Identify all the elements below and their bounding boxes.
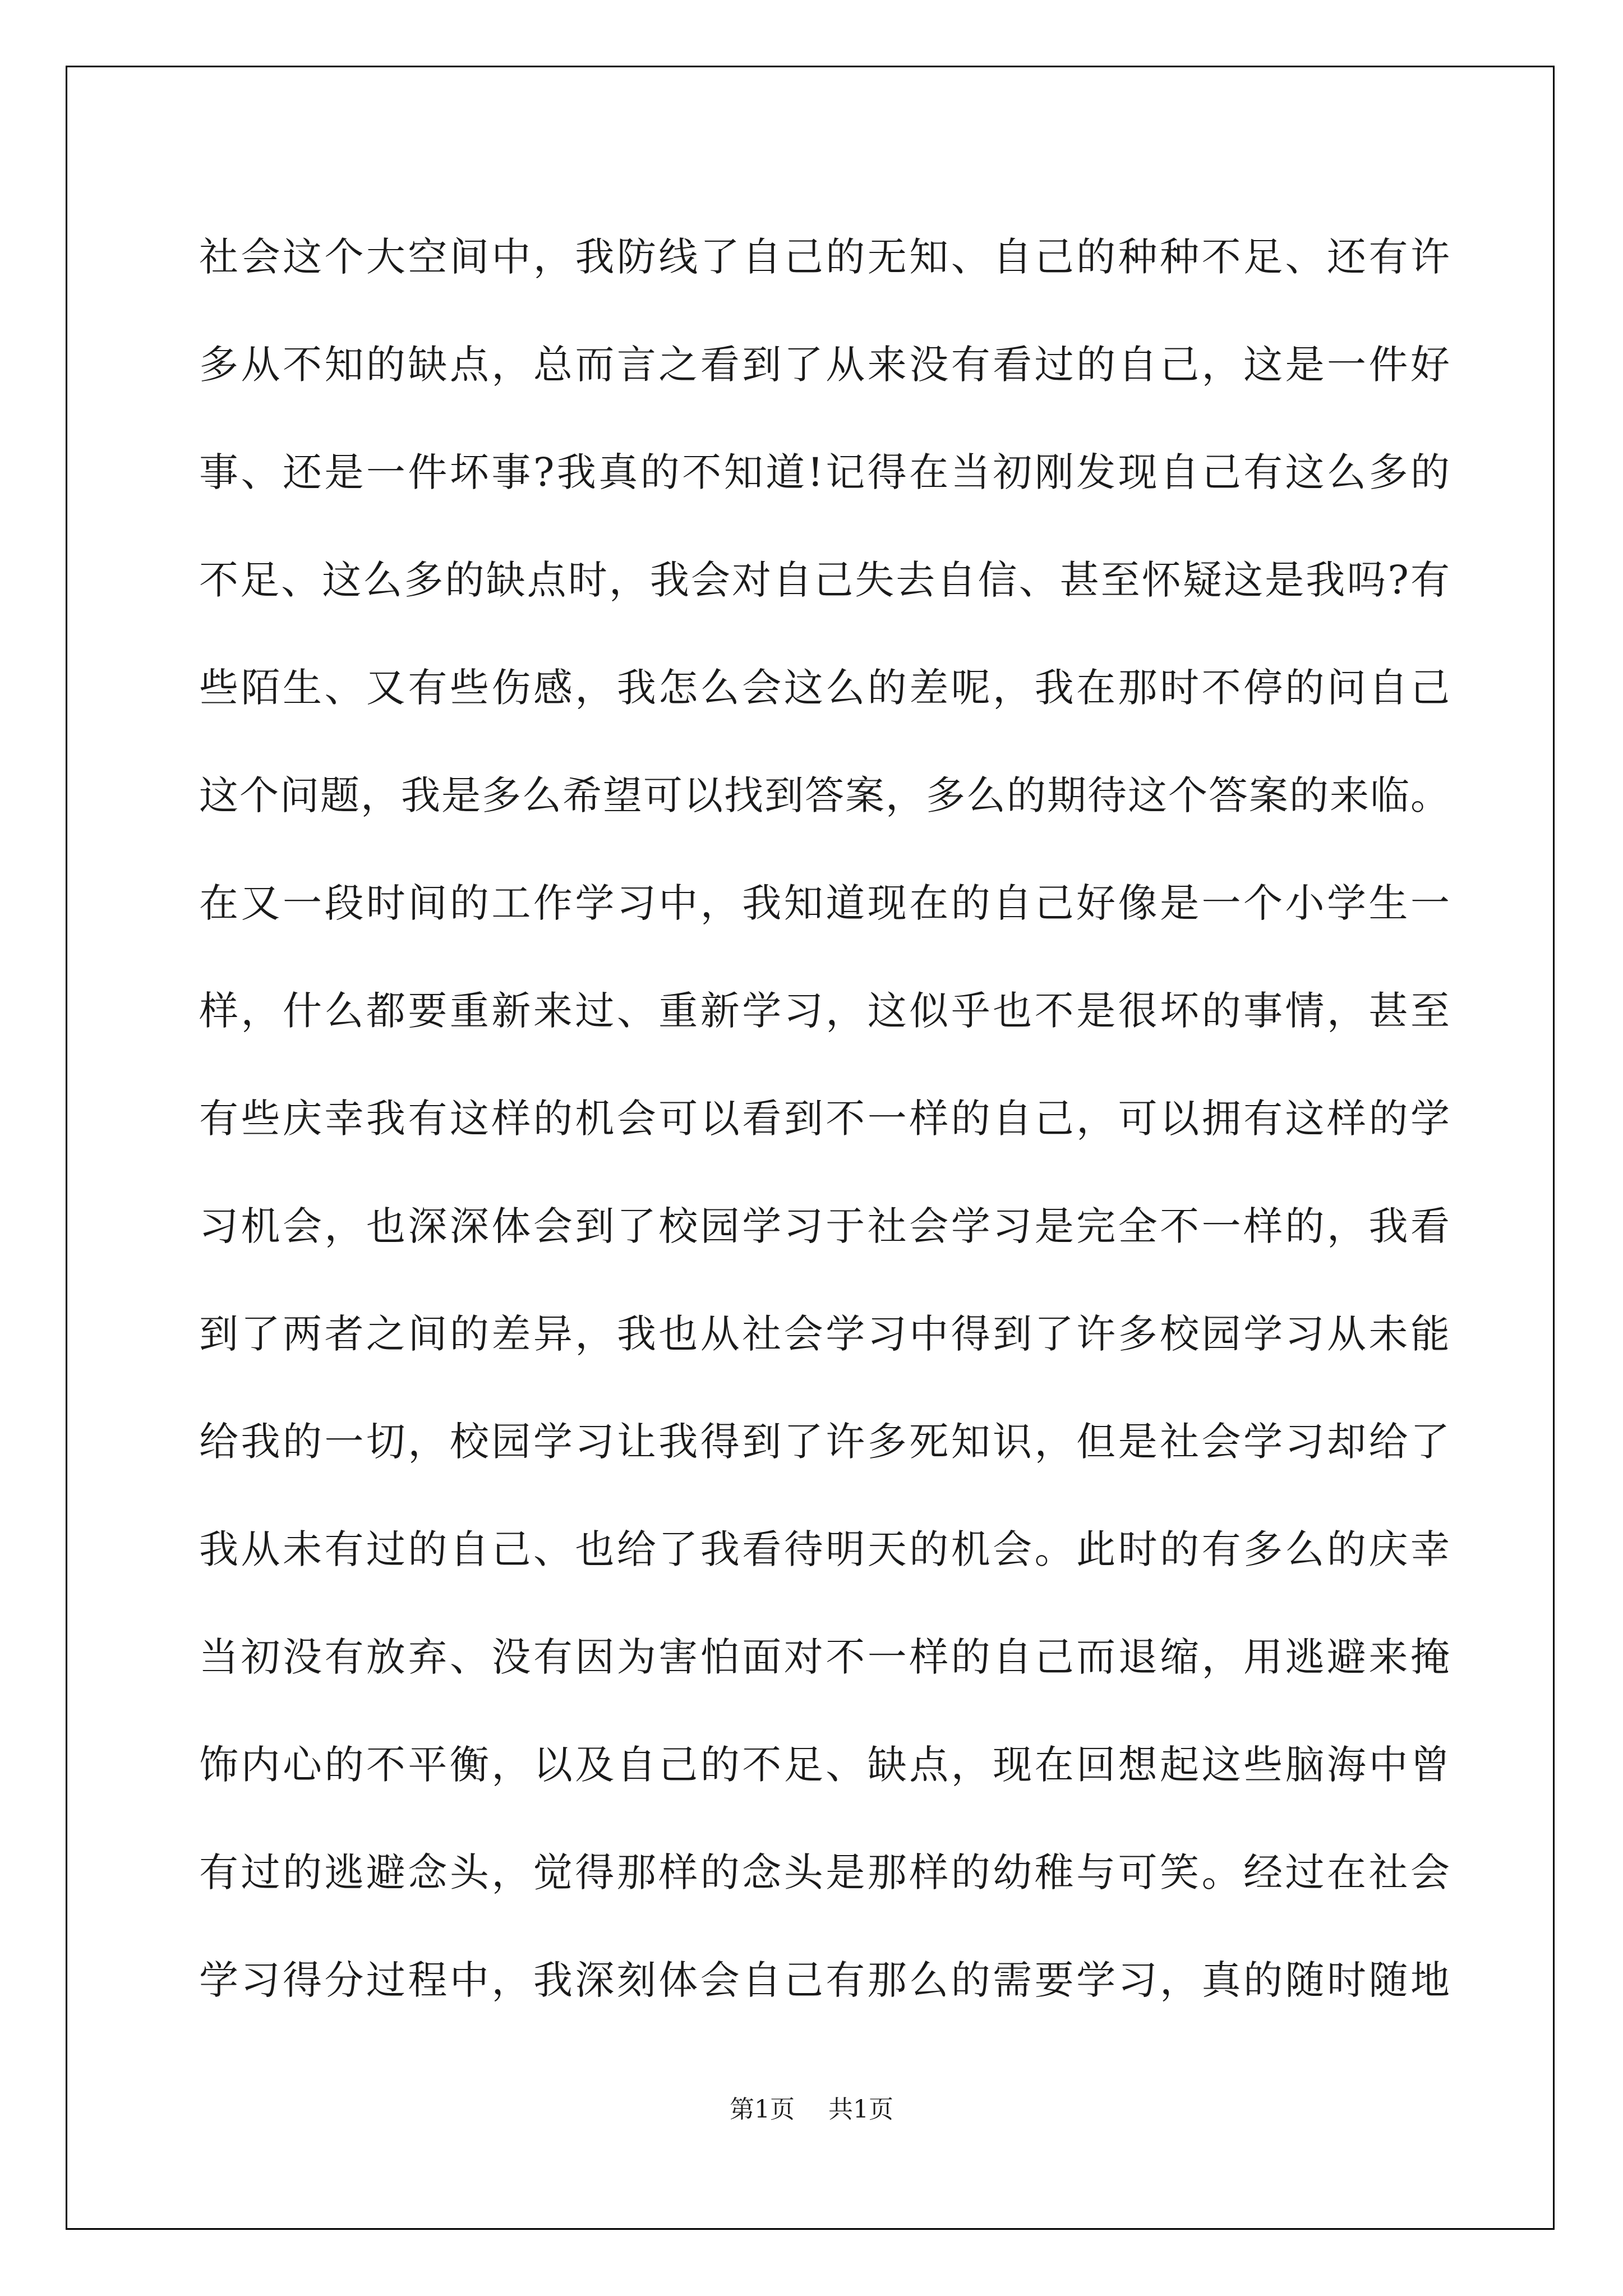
text-line: 给我的一切，校园学习让我得到了许多死知识，但是社会学习却给了: [199, 1419, 1450, 1465]
text-line: 有过的逃避念头，觉得那样的念头是那样的幼稚与可笑。经过在社会: [199, 1849, 1450, 1895]
document-body: [199, 203, 1450, 2034]
text-line: 到了两者之间的差异，我也从社会学习中得到了许多校园学习从未能: [199, 1311, 1450, 1357]
page-total: 共1页: [828, 2095, 893, 2124]
text-line: 有些庆幸我有这样的机会可以看到不一样的自己，可以拥有这样的学: [199, 1096, 1450, 1142]
text-line: 多从不知的缺点，总而言之看到了从来没有看过的自己，这是一件好: [199, 342, 1450, 388]
page-number: 第1页: [730, 2095, 795, 2124]
text-line: 样，什么都要重新来过、重新学习，这似乎也不是很坏的事情，甚至: [199, 988, 1450, 1034]
text-line: 饰内心的不平衡，以及自己的不足、缺点，现在回想起这些脑海中曾: [199, 1742, 1450, 1788]
text-line: 这个问题，我是多么希望可以找到答案，多么的期待这个答案的来临。: [199, 772, 1450, 818]
text-line: 习机会，也深深体会到了校园学习于社会学习是完全不一样的，我看: [199, 1203, 1450, 1249]
text-line: 在又一段时间的工作学习中，我知道现在的自己好像是一个小学生一: [199, 880, 1450, 926]
text-line: 些陌生、又有些伤感，我怎么会这么的差呢，我在那时不停的问自己: [199, 665, 1450, 711]
text-line: 当初没有放弃、没有因为害怕面对不一样的自己而退缩，用逃避来掩: [199, 1634, 1450, 1680]
text-line: 事、还是一件坏事?我真的不知道!记得在当初刚发现自己有这么多的: [199, 449, 1450, 495]
page-footer: [0, 2089, 1623, 2125]
text-line: 学习得分过程中，我深刻体会自己有那么的需要学习，真的随时随地: [199, 1957, 1450, 2003]
text-line: 我从未有过的自己、也给了我看待明天的机会。此时的有多么的庆幸: [199, 1526, 1450, 1572]
text-line: 不足、这么多的缺点时，我会对自己失去自信、甚至怀疑这是我吗?有: [199, 557, 1450, 603]
text-line: 社会这个大空间中，我防线了自己的无知、自己的种种不足、还有许: [199, 234, 1450, 280]
